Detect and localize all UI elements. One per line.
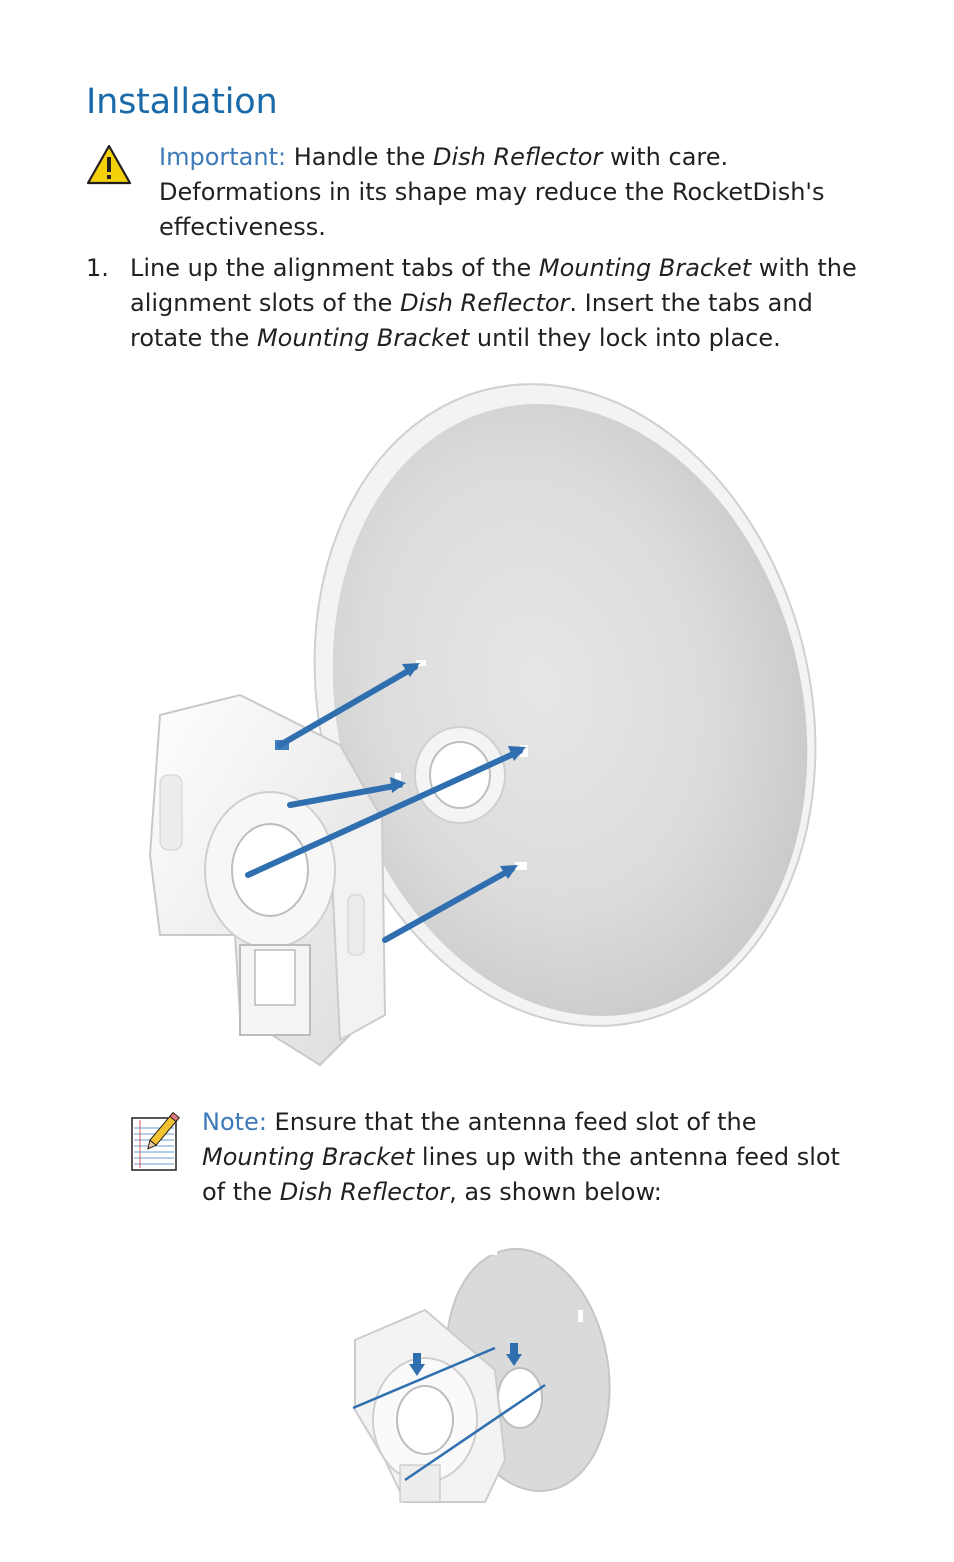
important-label: Important: <box>159 143 287 171</box>
important-paragraph <box>159 140 859 245</box>
step-1-text-4: until they lock into place. <box>469 324 781 352</box>
note-text-2: lines up with the antenna feed slot of the <box>202 1143 840 1206</box>
dish-and-bracket-illustration <box>120 375 840 1075</box>
note-text-3: , as shown below: <box>449 1178 662 1206</box>
warning-triangle-icon <box>86 144 132 186</box>
step-number: 1. <box>86 254 109 282</box>
important-text-2: with care. Deformations in its shape may reduce the RocketDish's effectiveness. <box>159 143 825 241</box>
step-1-text-3: . Insert the tabs and rotate the <box>130 289 813 352</box>
page-title: Installation <box>86 82 278 122</box>
step-1-text <box>130 251 875 356</box>
step-1-text-1: Line up the alignment tabs of the <box>130 254 539 282</box>
step-1-emphasis-2: Dish Reflector <box>400 289 570 317</box>
note-emphasis-1: Mounting Bracket <box>202 1143 415 1171</box>
step-1-text-2: with the alignment slots of the <box>130 254 857 317</box>
note-label: Note: <box>202 1108 267 1136</box>
note-paragraph <box>202 1105 862 1210</box>
note-text-1: Ensure that the antenna feed slot of the <box>266 1108 757 1136</box>
important-emphasis-dish-reflector: Dish Reflector <box>432 143 603 171</box>
notepad-pencil-icon <box>128 1110 182 1172</box>
important-text-1: Handle the <box>286 143 433 171</box>
note-emphasis-2: Dish Reflector <box>279 1178 450 1206</box>
step-1-emphasis-3: Mounting Bracket <box>256 324 470 352</box>
feed-slot-alignment-illustration <box>345 1240 615 1510</box>
step-1-emphasis-1: Mounting Bracket <box>538 254 752 282</box>
